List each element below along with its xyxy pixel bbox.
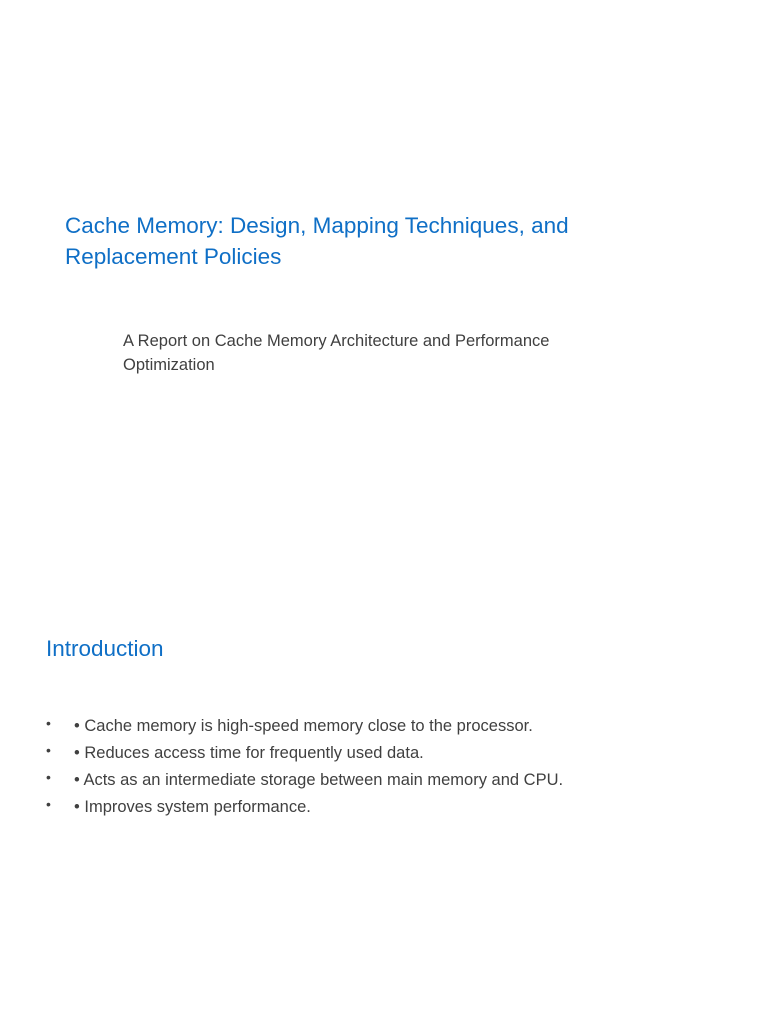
list-item [46, 768, 726, 795]
list-item [46, 714, 726, 741]
bullet-icon: • [46, 715, 51, 731]
list-item [46, 795, 726, 822]
bullet-text: • Cache memory is high-speed memory close to the processor. [74, 717, 533, 735]
introduction-heading: Introduction [46, 636, 164, 661]
introduction-bullet-list [46, 714, 726, 822]
bullet-icon: • [46, 769, 51, 785]
bullet-text: • Improves system performance. [74, 798, 311, 816]
bullet-text: • Reduces access time for frequently used data. [74, 744, 424, 762]
list-item [46, 741, 726, 768]
bullet-icon: • [46, 796, 51, 812]
bullet-icon: • [46, 742, 51, 758]
document-title: Cache Memory: Design, Mapping Techniques, and Replacement Policies [65, 213, 569, 269]
document-subtitle: A Report on Cache Memory Architecture and Performance Optimization [123, 332, 550, 374]
bullet-text: • Acts as an intermediate storage between main memory and CPU. [74, 771, 564, 789]
